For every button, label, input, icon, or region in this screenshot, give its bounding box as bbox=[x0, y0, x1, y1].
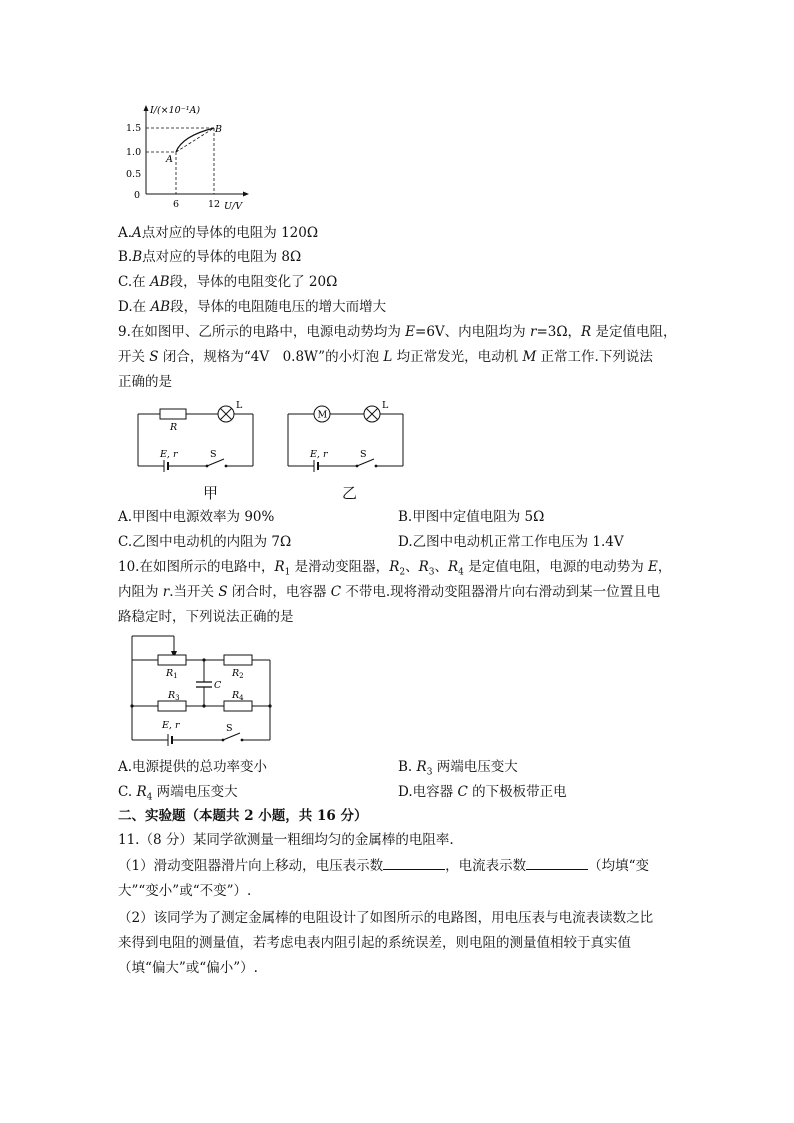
q10-text: 是定值电阻，电源的电动势为 bbox=[463, 559, 648, 575]
q9-var-r: r bbox=[529, 324, 537, 340]
q10-option-a: A.电源提供的总功率变小 bbox=[118, 759, 268, 775]
q9-text: 开关 bbox=[118, 349, 150, 365]
q8-c-var: AB bbox=[149, 274, 170, 290]
q10-b-text: 两端电压变大 bbox=[432, 759, 518, 775]
q9-var-s: S bbox=[149, 349, 159, 365]
q11-part1-line2: 大”“变小”或“不变”）. bbox=[118, 883, 252, 899]
jia-r-label: R bbox=[170, 422, 178, 433]
q10-d-prefix: D.电容器 bbox=[398, 784, 458, 800]
label-jia: 甲 bbox=[203, 484, 219, 502]
q9-stem-line1 bbox=[118, 322, 677, 342]
q10-text: 内阻为 bbox=[118, 584, 163, 600]
q11-part1-line1 bbox=[118, 856, 649, 876]
q10-stem-line1: 10.在如图所示的电路中，$R_1$ 是滑动变阻器，$R_2$、$R_3$、$R_4$ 是定值电阻，电源的电动势为 E， bbox=[118, 559, 672, 578]
q10-text: 10.在如图所示的电路中， bbox=[118, 559, 275, 575]
circuit-jia bbox=[134, 400, 258, 474]
q9-text: 均正常发光，电动机 bbox=[392, 349, 523, 365]
q9-var-l: L bbox=[383, 349, 393, 365]
q8-option-b bbox=[118, 247, 301, 267]
y-tick-1.0: 1.0 bbox=[126, 147, 142, 158]
y-axis-label: I/(×10⁻¹A) bbox=[150, 105, 201, 116]
q10-c-prefix: C. bbox=[118, 784, 137, 800]
answer-blank-current[interactable] bbox=[526, 856, 588, 870]
q10-text: ， bbox=[657, 559, 672, 575]
q10-c-label: C bbox=[214, 680, 222, 691]
q10-var-c: C bbox=[330, 584, 342, 600]
q10-b-prefix: B. bbox=[398, 759, 417, 775]
q8-c-prefix: C.在 bbox=[118, 274, 150, 290]
q9-stem-line2 bbox=[118, 347, 653, 367]
q9-text: 是定值电阻， bbox=[591, 324, 677, 340]
circuit-yi bbox=[284, 400, 408, 474]
circuit-q10 bbox=[128, 630, 278, 752]
q8-a-prefix: A. bbox=[118, 225, 133, 241]
q11-text: （均填“变 bbox=[588, 858, 649, 874]
q8-option-a bbox=[118, 223, 318, 243]
q9-text: =3Ω， bbox=[536, 324, 582, 340]
q10-r3-label: $R_3$ bbox=[168, 690, 180, 702]
jia-s-label: S bbox=[210, 449, 217, 460]
q9-option-b: B.甲图中定值电阻为 5Ω bbox=[398, 509, 545, 525]
yi-er-label: E, r bbox=[310, 449, 328, 460]
q10-var-e: E bbox=[648, 559, 658, 575]
q9-var-m: M bbox=[522, 349, 537, 365]
yi-m-label: M bbox=[317, 409, 328, 421]
q10-text: 闭合时，电容器 bbox=[227, 584, 331, 600]
q10-text: 是滑动变阻器， bbox=[290, 559, 390, 575]
jia-er-label: E, r bbox=[160, 449, 178, 460]
q9-option-d: D.乙图中电动机正常工作电压为 1.4V bbox=[398, 534, 624, 550]
answer-blank-voltage[interactable] bbox=[383, 856, 445, 870]
q8-c-text: 段，导体的电阻变化了 20Ω bbox=[169, 274, 338, 290]
q10-text: 不带电.现将滑动变阻器滑片向右滑动到某一位置且电 bbox=[341, 584, 661, 600]
q8-b-var: B bbox=[132, 249, 143, 265]
q8-a-text: 点对应的导体的电阻为 120Ω bbox=[141, 225, 319, 241]
q8-option-c bbox=[118, 272, 337, 292]
q10-d-var: C bbox=[457, 784, 468, 800]
q8-option-d bbox=[118, 297, 386, 317]
q10-s-label: S bbox=[226, 723, 233, 734]
section-title: 二、实验题（本题共 2 小题，共 16 分） bbox=[118, 808, 368, 824]
q10-text: .当开关 bbox=[169, 584, 219, 600]
q9-option-c: C.乙图中电动机的内阻为 7Ω bbox=[118, 534, 292, 550]
q9-var-e: E bbox=[405, 324, 416, 340]
q10-var-r1: R bbox=[274, 559, 285, 575]
jia-l-label: L bbox=[236, 400, 243, 411]
yi-s-label: S bbox=[360, 449, 367, 460]
q8-b-prefix: B. bbox=[118, 249, 133, 265]
q11-stem: 11.（8 分）某同学欲测量一粗细均匀的金属棒的电阻率. bbox=[118, 832, 454, 848]
point-a-label: A bbox=[166, 154, 173, 165]
q9-option-a: A.甲图中电源效率为 90% bbox=[118, 509, 275, 525]
q11-text: （1）滑动变阻器滑片向上移动，电压表示数 bbox=[118, 858, 384, 874]
q11-text: ，电流表示数 bbox=[445, 858, 527, 874]
y-tick-1.5: 1.5 bbox=[126, 123, 142, 134]
q9-stem-line3: 正确的是 bbox=[118, 374, 172, 390]
q11-part2-line2: 来得到电阻的测量值，若考虑电表内阻引起的系统误差，则电阻的测量值相较于真实值 bbox=[118, 935, 631, 951]
q10-d-text: 的下极板带正电 bbox=[467, 784, 567, 800]
q10-stem-line3: 路稳定时，下列说法正确的是 bbox=[118, 609, 294, 625]
q10-r1-label: $R_1$ bbox=[166, 668, 178, 680]
q8-d-prefix: D.在 bbox=[118, 299, 151, 315]
q10-option-c: C. $R_4$ 两端电压变大 bbox=[118, 784, 238, 803]
q9-text: 9.在如图甲、乙所示的电路中，电源电动势均为 bbox=[118, 324, 406, 340]
y-tick-0: 0 bbox=[134, 190, 141, 201]
point-b-label: B bbox=[215, 124, 222, 135]
q9-text: 闭合，规格为“4V 0.8W”的小灯泡 bbox=[158, 349, 384, 365]
label-yi: 乙 bbox=[342, 484, 358, 502]
q8-d-var: AB bbox=[150, 299, 171, 315]
q10-r4-label: $R_4$ bbox=[232, 690, 244, 702]
q8-d-text: 段，导体的电阻随电压的增大而增大 bbox=[170, 299, 387, 315]
x-tick-6: 6 bbox=[173, 199, 180, 210]
iu-graph bbox=[120, 102, 260, 214]
q10-r2-label: $R_2$ bbox=[232, 668, 244, 680]
q10-var-s: S bbox=[218, 584, 228, 600]
q10-c-text: 两端电压变大 bbox=[152, 784, 238, 800]
q10-stem-line2 bbox=[118, 582, 660, 602]
q10-option-b: B. $R_3$ 两端电压变大 bbox=[398, 759, 518, 778]
q11-part2-line1: （2）该同学为了测定金属棒的电阻设计了如图所示的电路图，用电压表与电流表读数之比 bbox=[118, 910, 654, 926]
q9-text: 正常工作.下列说法 bbox=[536, 349, 653, 365]
q10-er-label: E, r bbox=[162, 720, 180, 731]
x-tick-12: 12 bbox=[208, 199, 221, 210]
q8-a-var: A bbox=[132, 225, 142, 241]
q11-part2-line3: （填“偏大”或“偏小”）. bbox=[118, 960, 258, 976]
y-tick-0.5: 0.5 bbox=[126, 169, 142, 180]
q10-var-r: r bbox=[162, 584, 170, 600]
q9-text: =6V、内电阻均为 bbox=[415, 324, 530, 340]
q9-var-R: R bbox=[581, 324, 592, 340]
yi-l-label: L bbox=[382, 400, 389, 411]
x-axis-label: U/V bbox=[224, 201, 243, 212]
q8-b-text: 点对应的导体的电阻为 8Ω bbox=[142, 249, 302, 265]
q10-option-d bbox=[398, 782, 567, 802]
